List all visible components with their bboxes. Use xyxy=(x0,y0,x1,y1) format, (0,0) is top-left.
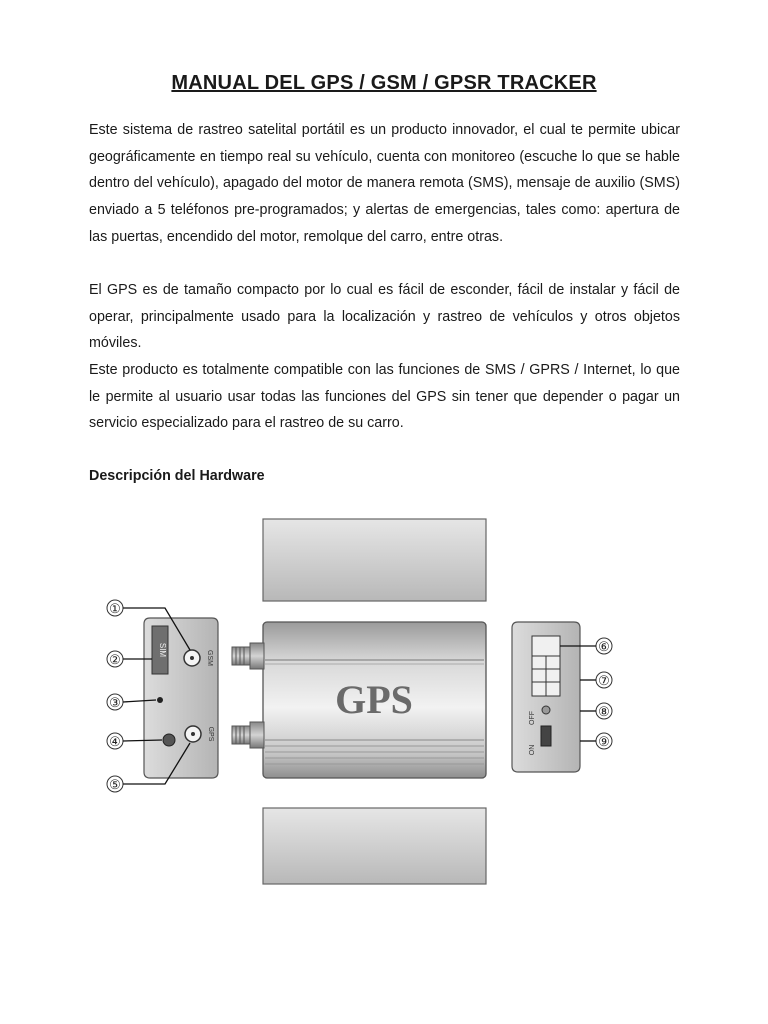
gps-antenna-connector xyxy=(232,722,264,748)
callout-6: ⑥ xyxy=(598,639,610,654)
left-end-panel xyxy=(144,618,218,778)
callout-2: ② xyxy=(109,652,121,667)
device-body xyxy=(232,622,486,778)
callout-1: ① xyxy=(109,601,121,616)
power-switch xyxy=(541,726,551,746)
switch-off-label: OFF xyxy=(529,711,536,725)
gsm-antenna-connector xyxy=(232,643,264,669)
callout-8: ⑧ xyxy=(598,704,610,719)
callout-7: ⑦ xyxy=(598,673,610,688)
paragraph-compatibility: Este producto es totalmente compatible con las funciones de SMS / GPRS / Internet, lo que le permite al usuario usar todas las funciones del GPS sin tener que depender o pagar un servicio especializado para el rastreo de su carro. xyxy=(89,362,680,432)
gps-port-label: GPS xyxy=(207,726,214,742)
paragraph-intro: Este sistema de rastreo satelital portátil es un producto innovador, el cual te permite ubicar geográficamente en tiempo real su vehículo, cuenta con monitoreo (escuche lo que se hable dentro del vehículo), apagado del motor de manera remota (SMS), mensaje de auxilio (SMS) enviado a 5 teléfonos pre-programados; y alertas de emergencias, tales como: apertura de las puertas, encendido del motor, remolque del carro, entre otras. xyxy=(89,122,680,245)
document-title: MANUAL DEL GPS / GSM / GPSR TRACKER xyxy=(171,72,597,94)
right-end-panel xyxy=(512,622,580,772)
led-indicator xyxy=(542,706,550,714)
top-cover-plate xyxy=(263,519,486,601)
sim-label: SIM xyxy=(158,642,167,658)
switch-on-label: ON xyxy=(529,744,536,756)
power-connector xyxy=(532,636,560,696)
device-gps-label: GPS xyxy=(335,677,413,722)
callout-3: ③ xyxy=(109,695,121,710)
gsm-port-label: GSM xyxy=(206,650,213,666)
paragraph-size: El GPS es de tamaño compacto por lo cual es fácil de esconder, fácil de instalar y fácil de operar, principalmente usado para la localización y rastreo de vehículos y otros objetos móviles. xyxy=(89,282,680,352)
hardware-diagram xyxy=(0,500,768,900)
callout-4: ④ xyxy=(109,734,121,749)
callout-5: ⑤ xyxy=(109,777,121,792)
mic-hole xyxy=(157,697,163,703)
sos-button xyxy=(163,734,175,746)
section-heading: Descripción del Hardware xyxy=(89,468,265,484)
callout-9: ⑨ xyxy=(598,734,610,749)
bottom-cover-plate xyxy=(263,808,486,884)
